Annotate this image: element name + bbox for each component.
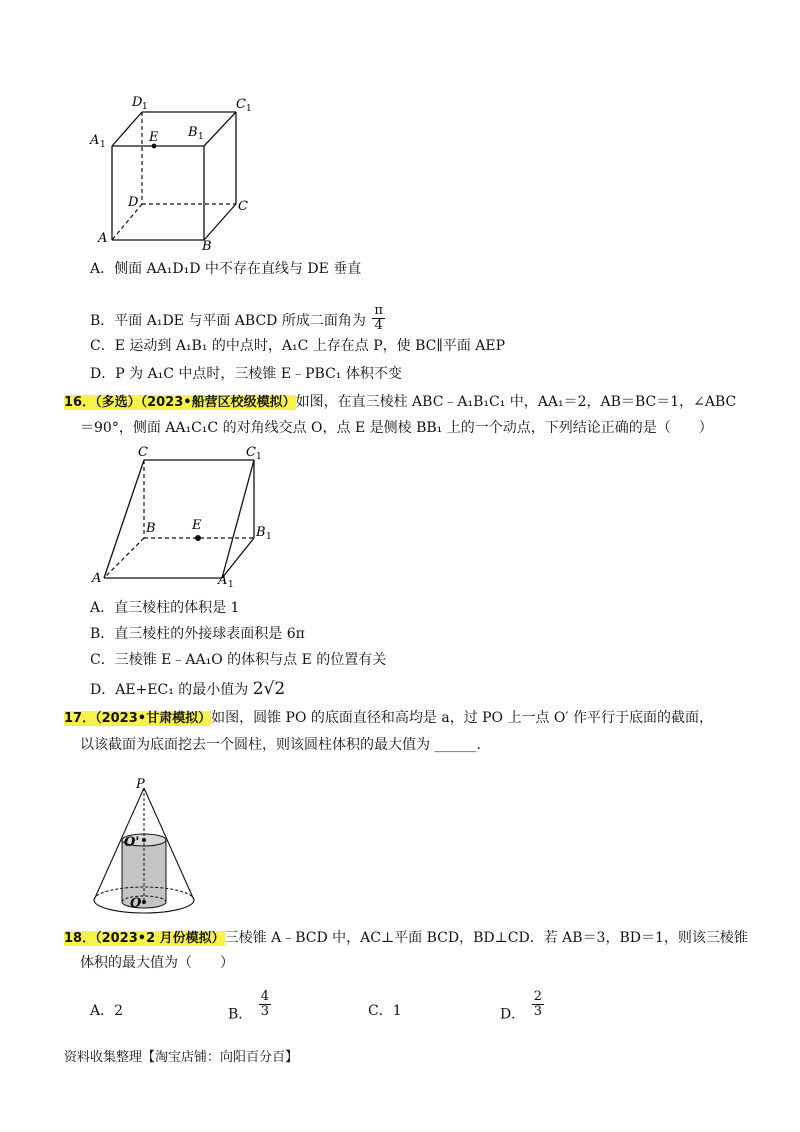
label-P: P	[136, 777, 145, 792]
q17-stem-line2: 以该截面为底面挖去一个圆柱，则该圆柱体积的最大值为 ______.	[80, 737, 481, 753]
q18-tag: 18．（2023•2 月份模拟）	[64, 931, 225, 946]
label-B1: B	[188, 125, 198, 140]
prism-figure	[88, 440, 278, 590]
fraction-4-over-3: $\frac{4}{3}$	[260, 989, 270, 1019]
fraction-2-over-3: $\frac{2}{3}$	[533, 989, 542, 1019]
svg-text:1: 1	[142, 102, 148, 112]
fraction-pi-over-4: $\frac{\pi}{4}$	[374, 303, 383, 333]
label-C: C	[238, 199, 248, 214]
label-C1: C	[236, 97, 246, 112]
svg-text:1: 1	[246, 104, 252, 114]
q18-stem-line1: 18．（2023•2 月份模拟）三棱锥 A﹣BCD 中，AC⊥平面 BCD，BD⊥CD．若 AB＝3，BD＝1，则该三棱锥	[64, 930, 748, 946]
q16-tag: 16．（多选）（2023•船营区校级模拟）	[64, 395, 296, 410]
label-A1: A	[90, 133, 100, 148]
label-D1: D	[132, 95, 143, 110]
q18-option-a: A．2	[90, 1003, 124, 1019]
label-A: A	[92, 571, 102, 586]
q16-option-a: A．直三棱柱的体积是 1	[90, 600, 240, 616]
svg-text:1: 1	[100, 140, 106, 150]
q15-option-b: B．平面 A₁DE 与平面 ABCD 所成二面角为 $\frac{\pi}{4}$	[90, 303, 383, 333]
svg-text:1: 1	[266, 532, 272, 542]
q16-option-c: C．三棱锥 E﹣AA₁O 的体积与点 E 的位置有关	[90, 652, 387, 668]
label-C1: C	[246, 445, 256, 460]
label-O: O	[130, 896, 142, 911]
value-2-root-2: 2√2	[252, 679, 286, 699]
label-B: B	[146, 521, 156, 536]
label-A1: A	[218, 573, 228, 588]
label-B: B	[202, 239, 212, 252]
q16-stem-line2: ＝90°，侧面 AA₁C₁C 的对角线交点 O，点 E 是侧棱 BB₁ 上的一个动点，下列结论正确的是（ ）	[80, 420, 713, 436]
label-B1: B	[256, 525, 266, 540]
q18-option-b: B． $\frac{4}{3}$	[228, 989, 270, 1023]
svg-text:1: 1	[256, 452, 262, 462]
q16-option-d: D．AE+EC₁ 的最小值为 2√2	[90, 679, 286, 699]
label-D: D	[128, 195, 139, 210]
cube-figure	[88, 92, 258, 252]
svg-text:1: 1	[198, 132, 204, 142]
q16-stem-line1: 16．（多选）（2023•船营区校级模拟）如图，在直三棱柱 ABC﹣A₁B₁C₁ 中，AA₁＝2，AB＝BC＝1，∠ABC	[64, 394, 737, 410]
label-A: A	[98, 231, 108, 246]
label-O-prime: O'	[124, 835, 140, 850]
label-E: E	[149, 130, 159, 145]
cone-figure	[86, 776, 216, 916]
q18-stem-line2: 体积的最大值为（ ）	[80, 955, 234, 971]
label-C: C	[138, 445, 148, 460]
q18-option-c: C．1	[368, 1003, 402, 1019]
svg-text:1: 1	[228, 580, 234, 590]
q17-tag: 17．（2023•甘肃模拟）	[64, 711, 212, 726]
q16-option-b: B．直三棱柱的外接球表面积是 6π	[90, 626, 305, 642]
q18-option-d: D． $\frac{2}{3}$	[500, 989, 542, 1023]
q15-option-a: A．侧面 AA₁D₁D 中不存在直线与 DE 垂直	[90, 261, 362, 277]
q17-stem-line1: 17．（2023•甘肃模拟）如图，圆锥 PO 的底面直径和高均是 a，过 PO 上一点 O′ 作平行于底面的截面，	[64, 710, 714, 726]
page-footer: 资料收集整理【淘宝店铺：向阳百分百】	[64, 1050, 299, 1065]
q15-option-d: D．P 为 A₁C 中点时，三棱锥 E﹣PBC₁ 体积不变	[90, 366, 402, 382]
label-E: E	[192, 518, 202, 533]
q15-option-c: C．E 运动到 A₁B₁ 的中点时，A₁C 上存在点 P，使 BC∥平面 AEP	[90, 338, 506, 354]
